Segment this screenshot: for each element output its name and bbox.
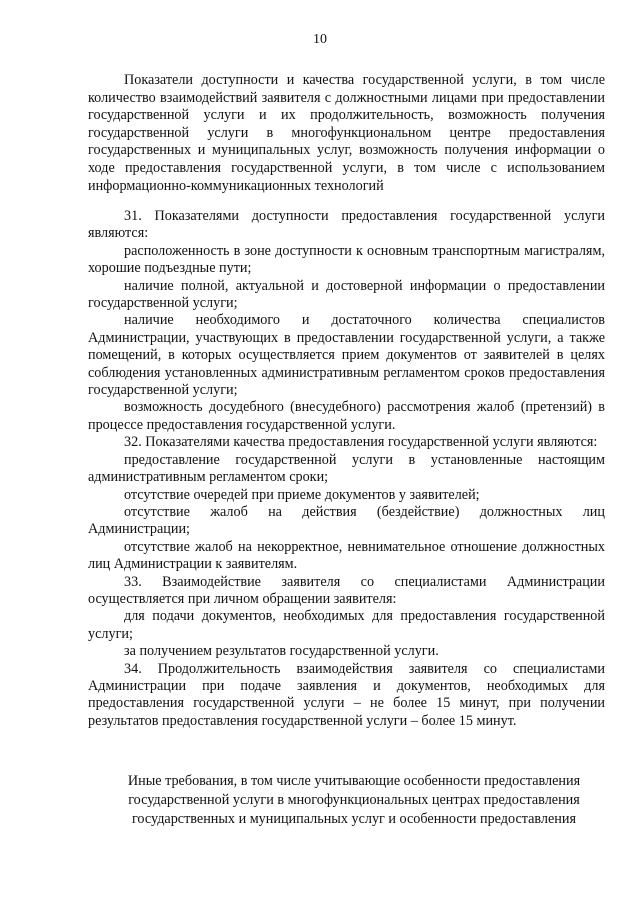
paragraph-31-item-3: наличие необходимого и достаточного количества специалистов Администрации, участвующих в предоставлении государственной услуги, а также помещений, в которых осуществляется прием документов от заявителей в целях соблюдения установленных административным регламентом сроков предоставления государственной услуги; (88, 312, 605, 399)
paragraph-33-item-2: за получением результатов государственной услуги. (124, 643, 439, 660)
paragraph-34: 34. Продолжительность взаимодействия заявителя со специалистами Администрации при подаче заявления и документов, необходимых для предоставления государственной услуги – не более 15 минут, при получении результатов предоставления государственной услуги – более 15 минут. (88, 660, 605, 729)
paragraph-32-item-4: отсутствие жалоб на некорректное, невнимательное отношение должностных лиц Администрации к заявителям. (88, 538, 605, 573)
paragraph-31-item-4: возможность досудебного (внесудебного) рассмотрения жалоб (претензий) в процессе предоставления государственной услуги. (88, 399, 605, 433)
page-number: 10 (313, 32, 327, 47)
paragraph-32-item-2: отсутствие очередей при приеме документов у заявителей; (124, 486, 480, 503)
paragraph-33-title: 33. Взаимодействие заявителя со специалистами Администрации осуществляется при личном обращении заявителя: (88, 573, 605, 607)
paragraph-31-title: 31. Показателями доступности предоставления государственной услуги являются: (88, 208, 605, 242)
section-heading: Показатели доступности и качества государственной услуги, в том числе количество взаимодействий заявителя с должностными лицами при предоставлении государственной услуги и их продолжительность, возможность получения государственной услуги в многофункциональном центре предоставления государственных и муниципальных услуг, возможность получения информации о ходе предоставления государственной услуги, в том числе с использованием информационно-коммуникационных технологий (88, 72, 605, 194)
document-body (88, 208, 605, 730)
paragraph-32-item-3: отсутствие жалоб на действия (бездействие) должностных лиц Администрации; (88, 503, 605, 538)
next-section-heading: Иные требования, в том числе учитывающие особенности предоставления государственной услуги в многофункциональных центрах предоставления государственных и муниципальных услуг и особенности предоставления (127, 773, 581, 827)
paragraph-32-item-1: предоставление государственной услуги в установленные настоящим административным регламентом сроки; (88, 451, 605, 486)
paragraph-31-item-1: расположенность в зоне доступности к основным транспортным магистралям, хорошие подъездные пути; (88, 242, 605, 277)
paragraph-32-title: 32. Показателями качества предоставления государственной услуги являются: (124, 434, 598, 451)
paragraph-31-item-2: наличие полной, актуальной и достоверной информации о предоставлении государственной услуги; (88, 277, 605, 312)
paragraph-33-item-1: для подачи документов, необходимых для предоставления государственной услуги; (88, 608, 605, 642)
